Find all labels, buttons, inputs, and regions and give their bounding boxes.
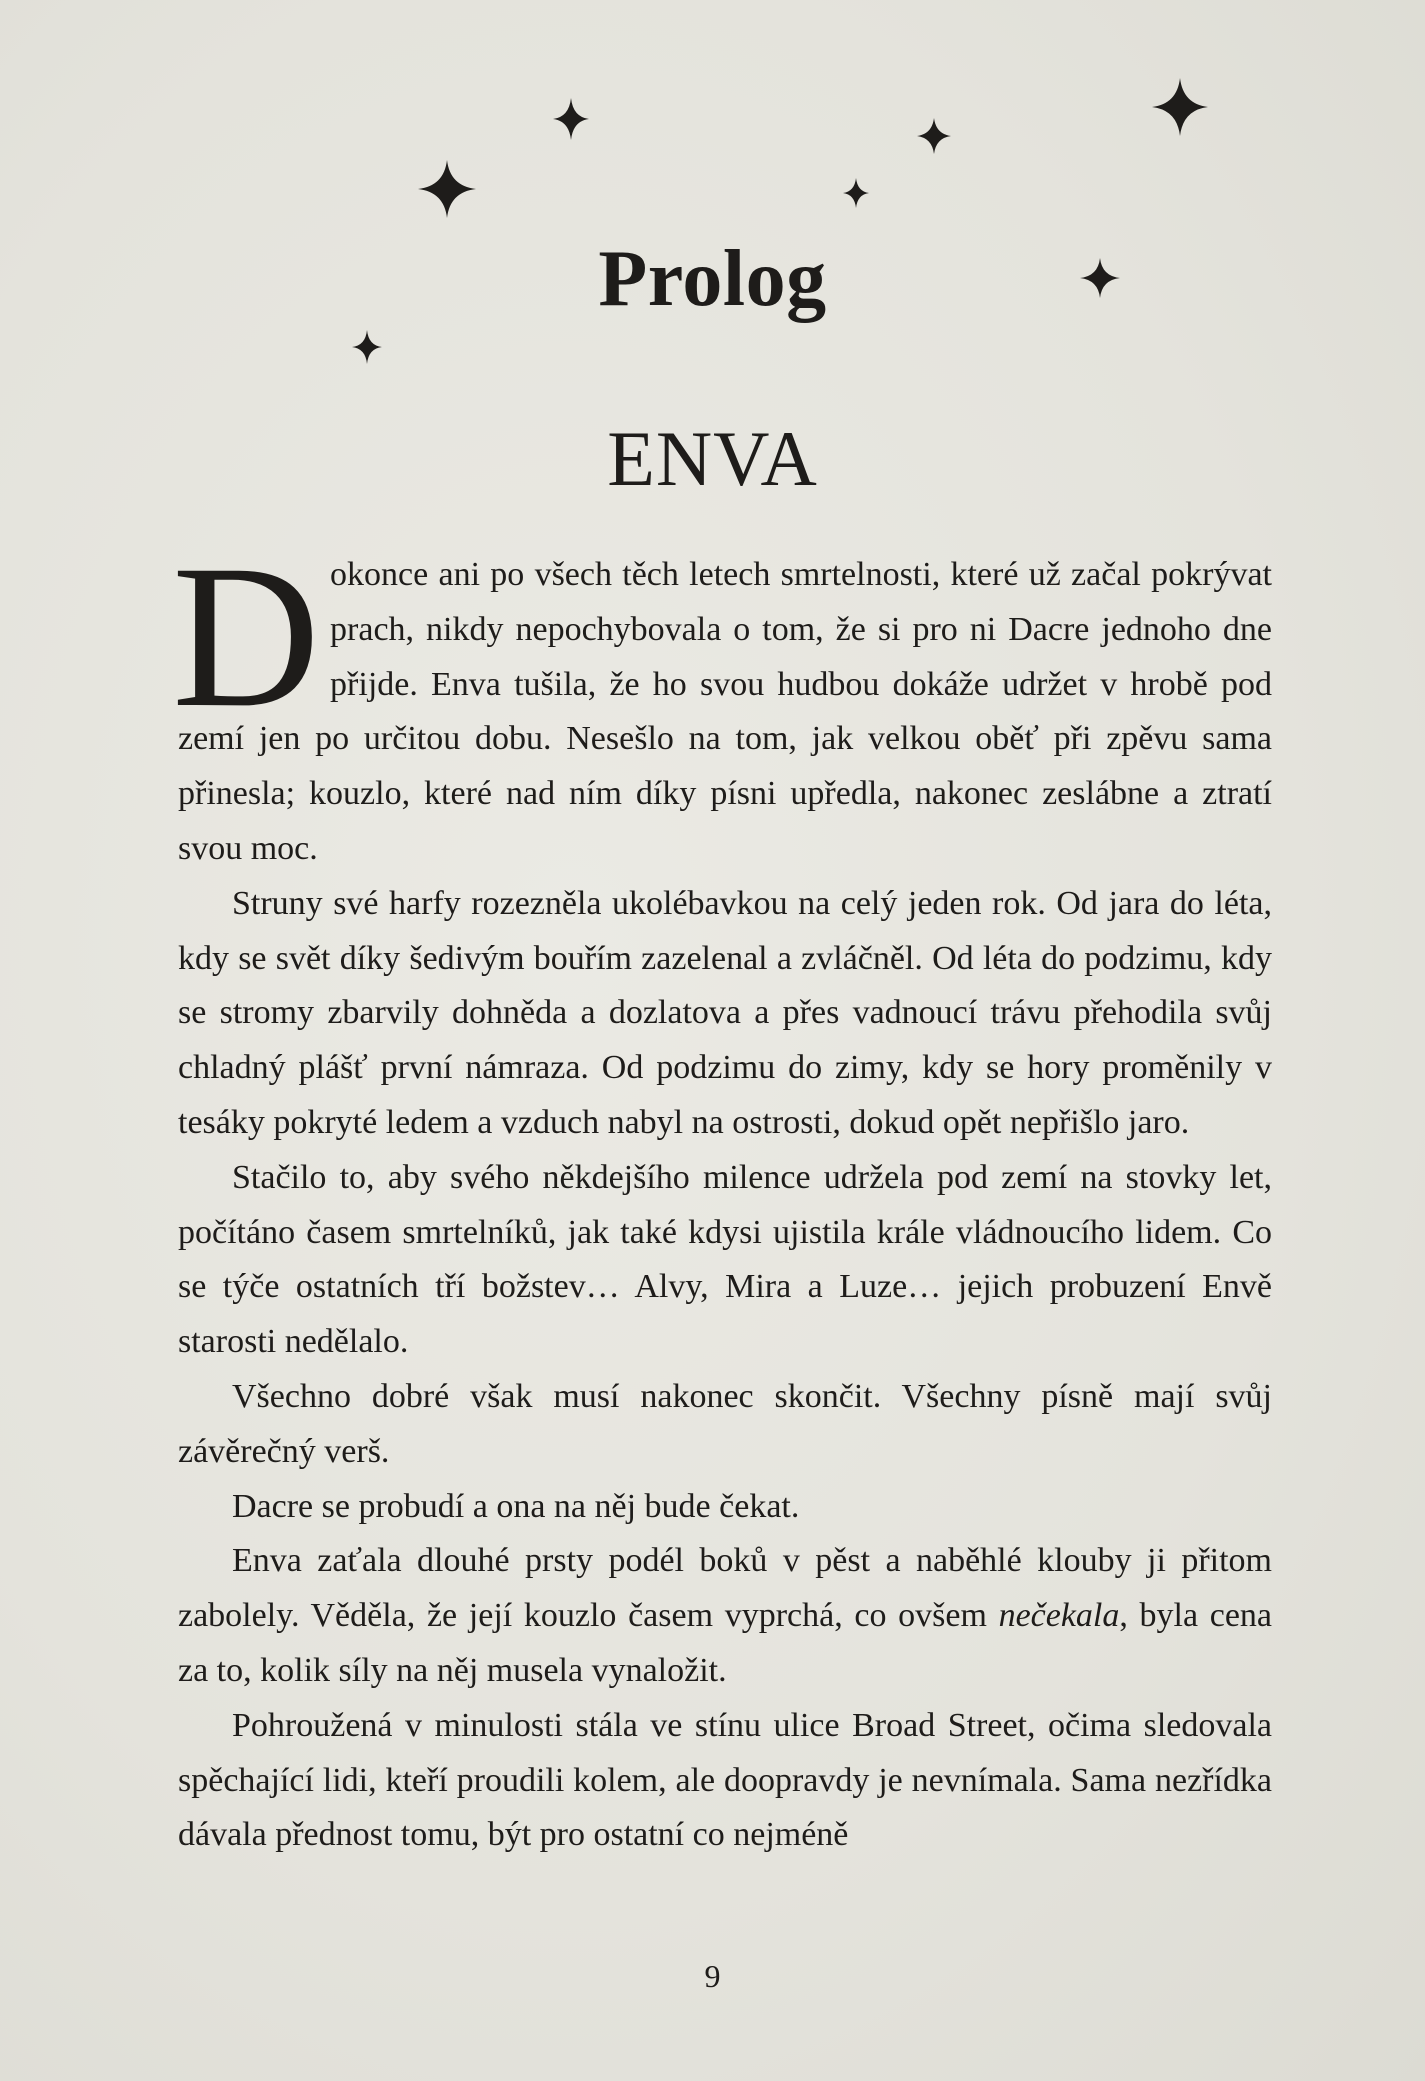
star-icon <box>917 118 951 154</box>
star-icon <box>1152 78 1208 136</box>
page-number: 9 <box>704 1958 721 1994</box>
star-icon <box>352 330 382 364</box>
paragraph: Stačilo to, aby svého někdejšího milence udržela pod zemí na stovky let, počítáno časem smrtelníků, jak také kdysi ujistila krále vládnoucího lidem. Co se týče ostatních tří božstev… Alvy, Mira a Luze… jejich probuzení Envě starosti nedělalo. <box>178 1158 1272 1361</box>
star-icon <box>553 98 589 140</box>
star-icon <box>843 178 869 208</box>
paragraph: Enva zaťala dlouhé prsty podél boků v pěst a naběhlé klouby ji přitom zabolely. Věděla, že její kouzlo časem vyprchá, co ovšem nečekala, byla cena za to, kolik síly na něj musela vynaložit. <box>178 1542 1273 1689</box>
paragraph: Všechno dobré však musí nakonec skončit. Všechny písně mají svůj závěrečný verš. <box>178 1377 1272 1470</box>
chapter-label: Prolog <box>598 234 827 323</box>
star-icon <box>418 160 476 218</box>
paragraph: Struny své harfy rozezněla ukolébavkou na celý jeden rok. Od jara do léta, kdy se svět díky šedivým bouřím zazelenal a zvláčněl. Od léta do podzimu, kdy se stromy zbarvily dohněda a dozlatova a přes vadnoucí trávu přehodila svůj chladný plášť první námraza. Od podzimu do zimy, kdy se hory proměnily v tesáky pokryté ledem a vzduch nabyl na ostrosti, dokud opět nepřišlo jaro. <box>178 884 1272 1141</box>
chapter-title: ENVA <box>607 414 818 502</box>
paragraph-text: okonce ani po všech těch letech smrtelnosti, které už začal pokrývat prach, nikdy nepochybovala o tom, že si pro ni Dacre jednoho dne přijde. Enva tušila, že ho svou hudbou dokáže udržet v hrobě pod zemí jen po určitou dobu. Nesešlo na tom, jak velkou oběť při zpěvu sama přinesla; kouzlo, které nad ním díky písni upředla, nakonec zeslábne a ztratí svou moc. <box>178 556 1272 867</box>
paragraph: Pohroužená v minulosti stála ve stínu ulice Broad Street, očima sledovala spěchající lidi, kteří proudili kolem, ale doopravdy je nevnímala. Sama nezřídka dávala přednost tomu, být pro ostatní co nejméně <box>178 1706 1272 1854</box>
body-text <box>172 523 1273 1863</box>
paragraph <box>172 523 1272 877</box>
paragraph: Dacre se probudí a ona na něj bude čekat. <box>232 1487 800 1525</box>
drop-cap: D <box>172 523 321 750</box>
